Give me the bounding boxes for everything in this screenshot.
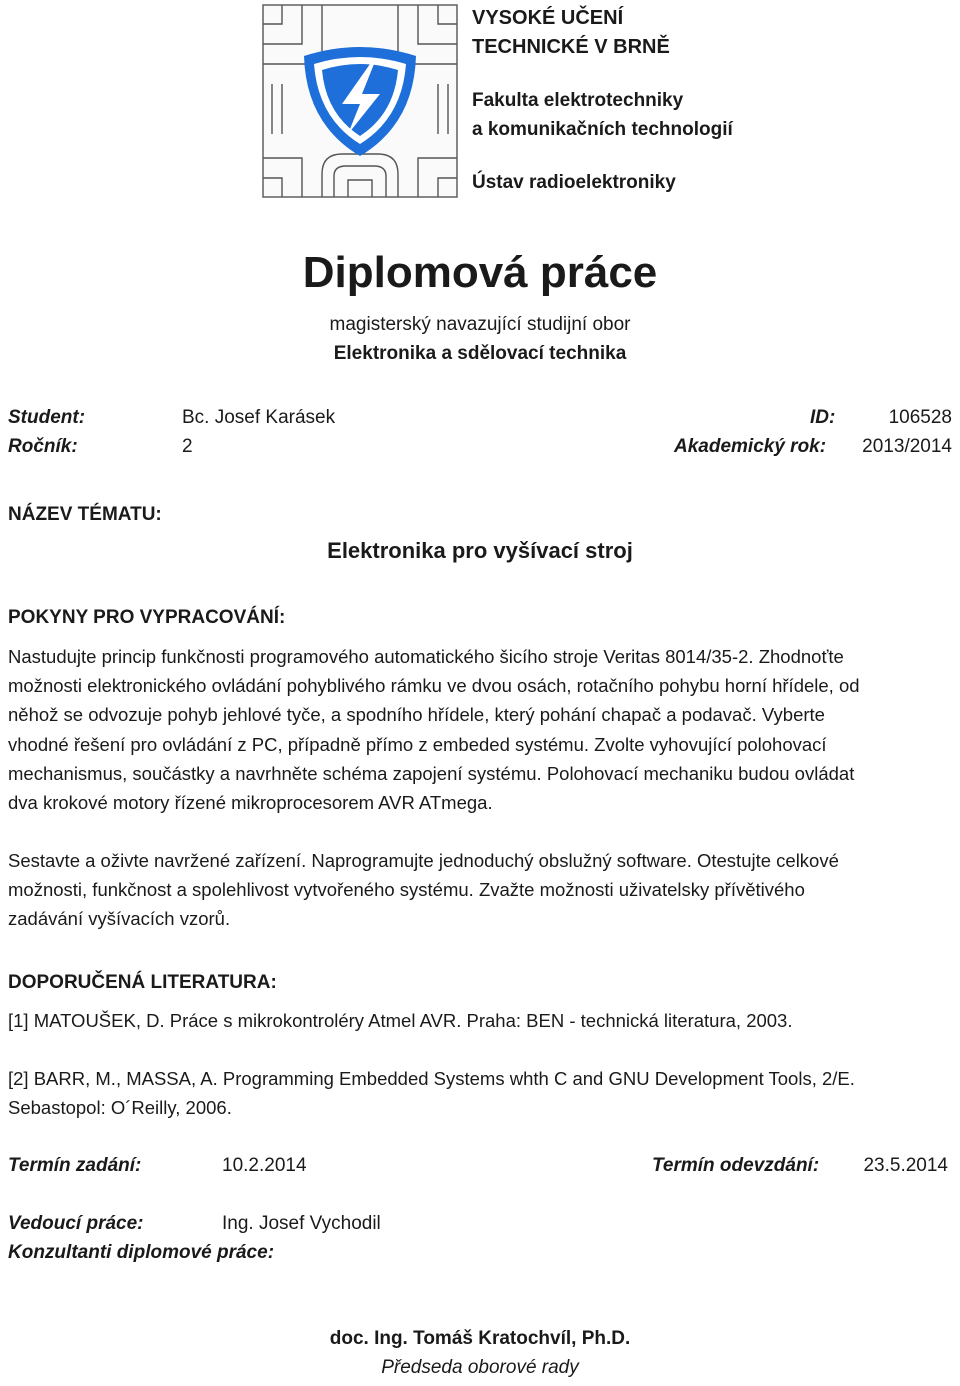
signature-role: Předseda oborové rady (381, 1357, 579, 1378)
supervisor-name: Ing. Josef Vychodil (222, 1213, 381, 1234)
paragraph-line: možnosti, funkčnost a spolehlivost vytvořeného systému. Zvažte možnosti uživatelsky přívětivého (8, 879, 805, 901)
university-name-line2: TECHNICKÉ V BRNĚ (472, 36, 670, 58)
literature-ref-2-line1: [2] BARR, M., MASSA, A. Programming Embedded Systems whth C and GNU Development Tools, 2/E. (8, 1068, 855, 1089)
literature-ref-1: [1] MATOUŠEK, D. Práce s mikrokontroléry Atmel AVR. Praha: BEN - technická literatura, 2003. (8, 1010, 793, 1031)
faculty-name-line1: Fakulta elektrotechniky (472, 90, 684, 111)
assigned-date: 10.2.2014 (222, 1155, 307, 1176)
student-name: Bc. Josef Karásek (182, 407, 336, 428)
year-label: Ročník: (8, 436, 78, 457)
paragraph-line: mechanismus, součástky a navrhněte schéma zapojení systému. Polohovací mechaniku budou ovládat (8, 762, 855, 784)
paragraph-line: možnosti elektronického ovládání pohyblivého rámku ve dvou osách, rotačního pohybu horní hřídele, od (8, 675, 860, 697)
due-date-label: Termín odevzdání: (652, 1155, 820, 1176)
literature-ref-2-line2: Sebastopol: O´Reilly, 2006. (8, 1097, 232, 1118)
student-id-label: ID: (810, 407, 836, 428)
student-id: 106528 (888, 407, 952, 428)
literature-label: DOPORUČENÁ LITERATURA: (8, 972, 277, 993)
study-field: Elektronika a sdělovací technika (333, 343, 627, 364)
topic-title: Elektronika pro vyšívací stroj (327, 538, 633, 563)
paragraph-line: něhož se odvozuje pohyb jehlové tyče, a spodního hřídele, který pohání chapač a podavač. Vyberte (8, 704, 825, 726)
faculty-name-line2: a komunikačních technologií (472, 119, 733, 140)
due-date: 23.5.2014 (863, 1155, 948, 1176)
signature-name: doc. Ing. Tomáš Kratochvíl, Ph.D. (329, 1328, 631, 1349)
instructions-paragraph-2 (8, 846, 956, 934)
paragraph-line: Nastudujte princip funkčnosti programového automatického šicího stroje Veritas 8014/35-2. Zhodnoťte (8, 646, 844, 667)
vut-logo-icon (262, 4, 458, 198)
paragraph-line: zadávání vyšívacích vzorů. (8, 908, 231, 930)
student-label: Student: (8, 407, 86, 428)
institute-name: Ústav radioelektroniky (472, 172, 676, 193)
supervisor-label: Vedoucí práce: (8, 1213, 144, 1234)
paragraph-line: vhodné řešení pro ovládání z PC, případně přímo z embeded systému. Zvolte vyhovující polohovací (8, 733, 827, 755)
paragraph-line: Sestavte a oživte navržené zařízení. Naprogramujte jednoduchý obslužný software. Otestujte celkové (8, 850, 839, 871)
consultants-label: Konzultanti diplomové práce: (8, 1242, 275, 1263)
document-subtitle: magisterský navazující studijní obor (329, 314, 631, 335)
instructions-paragraph-1 (8, 642, 956, 817)
university-name-line1: VYSOKÉ UČENÍ (472, 7, 624, 29)
assigned-date-label: Termín zadání: (8, 1155, 142, 1176)
paragraph-line: dva krokové motory řízené mikroprocesorem AVR ATmega. (8, 792, 493, 814)
academic-year-label: Akademický rok: (674, 436, 827, 457)
academic-year-value: 2013/2014 (862, 436, 952, 457)
instructions-label: POKYNY PRO VYPRACOVÁNÍ: (8, 607, 286, 628)
document-title: Diplomová práce (302, 248, 658, 297)
topic-label: NÁZEV TÉMATU: (8, 504, 162, 525)
year-value: 2 (182, 436, 193, 457)
